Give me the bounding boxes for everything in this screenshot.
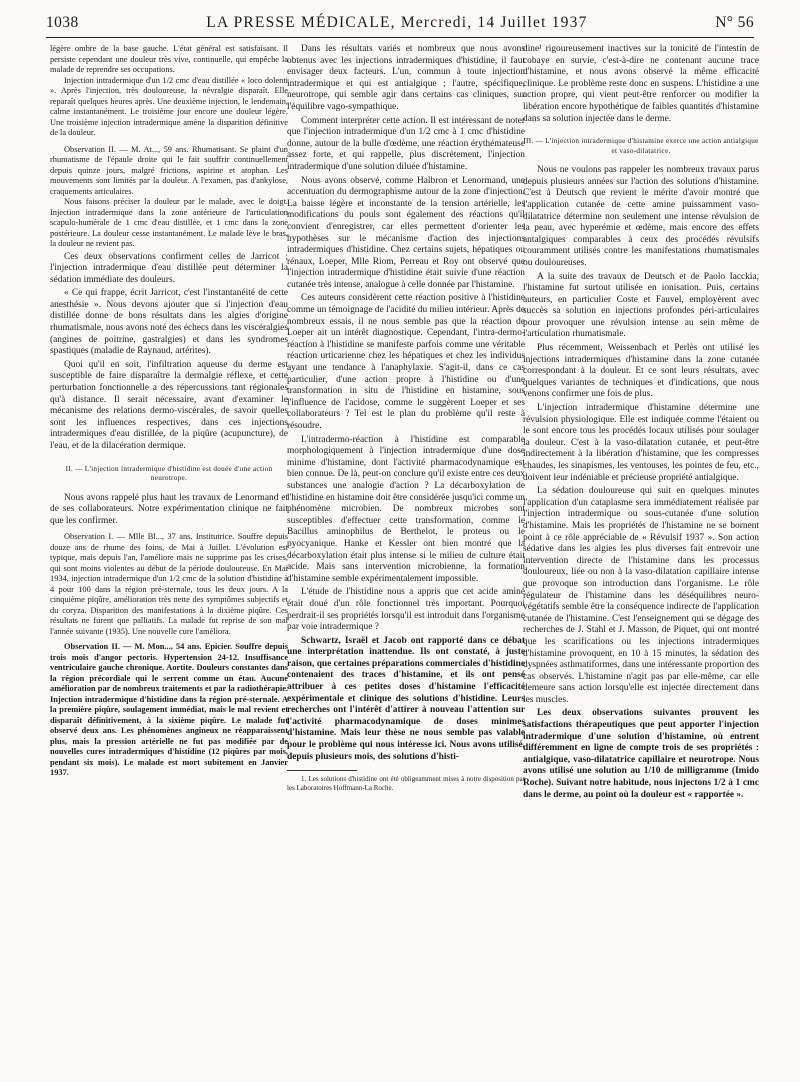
observation-paragraph: Observation II. — M. Mon..., 54 ans. Epicier. Souffre depuis trois mois d'angor pectoris. Hypertension 24-12. Insuffisance ventriculaire gauche chronique. Aortite. Douleurs constantes dans la région précordiale qui le serrent comme un étau. Aucune amélioration par de nombreux traitements et par la radiothérapie. Injection intradermique d'histidine dans la région pré-sternale. A la première piqûre, soulagement immédiat, mais le mal revient et disparaît définitivement, à la sixième piqûre. Le malade fut observé deux ans. Les phénomènes angineux ne réapparaissent plus, mais la pression artérielle ne fut pas modifiée par de nouvelles cures intradermiques d'histidine (12 piqûres par mois, pendant six mois). Le malade est mort subitement en Janvier 1937.: [50, 642, 288, 778]
paragraph: Ces auteurs considèrent cette réaction positive à l'histidine comme un témoignage de l'acidité du milieu intérieur. Après de nombreux essais, il ne nous semble pas que la réaction de Loeper ait un intérêt diagnostique. Cependant, l'intra-dermo-réaction à l'histidine se manifeste parfois comme une véritable réaction urticarienne chez les hépatiques et chez les individus ayant une tendance à l'anaphylaxie. S'agit-il, dans ce cas particulier, d'une action propre à l'histidine ou d'une transformation in situ de l'histidine en histamine, sous l'influence de l'acidose, comme le suggèrent Loeper et ses collaborateurs ? Tel est le plan du problème qu'il reste à résoudre.: [287, 293, 525, 431]
paragraph: légère ombre de la base gauche. L'état général est satisfaisant. Il persiste cependant une douleur très vive, continuelle, qui empêche la malade de reprendre ses occupations.: [50, 44, 288, 74]
paragraph: Nous faisons préciser la douleur par le malade, avec le doigt. Injection intradermique dans la zone antérieure de l'articulation scapulo-humérale de 1 cmc d'eau distillée, et 1 cmc dans la zone postérieure. La douleur cesse instantanément. Le malade lève le bras, la douleur ne revient pas.: [50, 197, 288, 248]
paragraph: Ces deux observations confirment celles de Jarricot ; l'injection intradermique d'eau distillée peut déterminer la sédation immédiate des douleurs.: [50, 251, 288, 285]
paragraph: Nous ne voulons pas rappeler les nombreux travaux parus depuis plusieurs années sur l'action des solutions d'histamine. C'est à Deutsch que revient le mérite d'avoir montré que l'application cutanée de cette amine puissamment vaso-dilatatrice détermine non seulement une intense révulsion de la peau, avec hyperémie et œdème, mais encore des effets antalgiques comparables à ceux des procédés révulsifs couramment utilisés contre les manifestations rhumatismales ou douloureuses.: [523, 165, 759, 268]
paragraph: « Ce qui frappe, écrit Jarricot, c'est l'instantanéité de cette anesthésie ». Nous devons ajouter que si l'injection d'eau distillée donne de bons résultats dans les algies d'origine rhumatismale, nous avons noté des échecs dans les viscéralgies (angines de poitrine, gastralgies) et dans les syndromes spastiques (maladie de Raynaud, artérites).: [50, 288, 288, 357]
column-2: [287, 44, 525, 1076]
paragraph: L'injection intradermique d'histamine détermine une révulsion physiologique. Elle est indiquée comme l'étaient ou le sont encore tous les procédés locaux utilisés pour soulager la douleur. C'est à la vaso-dilatation cutanée, et peut-être indirectement à la libération d'histamine, que les compresses chaudes, les sinapismes, les ventouses, les pointes de feu, etc., doivent leur indéniable et précieuse propriété antialgique.: [523, 403, 759, 483]
paragraph: La sédation douloureuse qui suit en quelques minutes l'application d'un cataplasme sera immédiatement réalisée par l'injection intradermique ou sous-cutanée d'une solution d'histamine. Mais les propriétés de l'histamine ne se bornent point à ce rôle appréciable de « Révulsif 1937 ». Son action sédative dans les algies les plus diverses fait entrevoir une intervention directe de l'histamine dans les processus douloureux, liée ou non à la vaso-dilatation capillaire intense que provoque son introduction dans l'organisme. Le rôle régulateur de l'histamine dans les déséquilibres neuro-végétatifs semble être la conséquence indirecte de l'application cutanée de l'histamine. C'est l'enseignement qui se dégage des recherches de J. Stahl et J. Masson, de Piquet, qui ont montré que les scarifications ou les injections intradermiques d'histamine provoquent, en 10 à 15 minutes, la sédation des dyspnées asthmatiformes, dans une intéressante proportion des cas observés. L'histamine n'agit pas par elle-même, car elle demeure sans action lorsqu'elle est injectée directement dans les muscles.: [523, 486, 759, 705]
page-number: 1038: [46, 14, 79, 31]
paragraph: dine¹ rigoureusement inactives sur la tonicité de l'intestin de cobaye en survie, c'est-à-dire ne contenant aucune trace d'histamine, et nous avons observé la même efficacité clinique. Le problème reste donc en suspens. L'histidine a une action propre, qui vient peut-être renforcer ou modifier la libération encore hypothétique de faibles quantités d'histamine dans sa solution injectée dans le derme.: [523, 44, 759, 124]
journal-title: [206, 14, 587, 32]
observation-paragraph: Observation I. — Mlle Bl..., 37 ans. Institutrice. Souffre depuis douze ans de rhume des foins, de Mai à Juillet. L'évolution est typique, mais depuis l'an, l'améliore mais ne supprime pas les crises, qui sont moins violentes au début de la période douloureuse. En Mai 1934, injection intradermique d'un 1/2 cmc de la solution d'histidine à 4 pour 100 dans la région pré-sternale, tous les deux jours. A la cinquième piqûre, amélioration très nette des symptômes subjectifs et du coryza. Disparition des manifestations à la dixième piqûre. Ces résultats ne furent que palliatifs. La malade fut reprise de son mal l'année suivante (1935). Une nouvelle cure l'améliora.: [50, 532, 288, 636]
paragraph: Plus récemment, Weissenbach et Perlès ont utilisé les injections intradermiques d'histamine dans la zone cutanée correspondant à la douleur. Et ce sont leurs résultats, avec quelques variantes de techniques et d'indications, que nous venons confirmer une fois de plus.: [523, 343, 759, 400]
journal-name: LA PRESSE MÉDICALE,: [206, 14, 396, 31]
section-heading: III. — L'injection intradermique d'histamine exerce une action antialgique et vaso-dilatatrice.: [523, 137, 759, 155]
header-rule: [46, 37, 754, 38]
paragraph: Les deux observations suivantes prouvent les satisfactions thérapeutiques que peut apporter l'injection intradermique d'une solution d'histamine, où entrent différemment en ligne de compte trois de ses propriétés : antialgique, vaso-dilatatrice capillaire et neurotrope. Nous avons utilisé une solution au 1/10 de milligramme (Imido Roche). Suivant notre habitude, nous injectons 1/2 à 1 cmc dans le derme, au point où la douleur est « rapportée ».: [523, 708, 759, 800]
paragraph: A la suite des travaux de Deutsch et de Paolo Iacckia, l'histamine fut surtout utilisée en ionisation. Puis, certains auteurs, en particulier Coste et Fauvel, employèrent avec succès sa solution en injections profondes péri-articulaires pour provoquer une révulsion intense au sein même de l'articulation rhumatismale.: [523, 271, 759, 340]
paragraph: Nous avons rappelé plus haut les travaux de Lenormand et de ses collaborateurs. Notre expérimentation clinique ne fait que les confirmer.: [50, 492, 288, 526]
paragraph: L'intradermo-réaction à l'histidine est comparable morphologiquement à l'injection intradermique d'une dose minime d'histamine, dont l'activité pharmacodynamique est bien connue. De là, peut-on conclure qu'il existe entre ces deux substances une analogie d'action ? La décarboxylation de l'histidine en histamine doit être considérée jusqu'ici comme un phénomène microbien. De nombreux microbes sont susceptibles d'effectuer cette transformation, comme le Bacillus aminophilus de Berthelot, le proteus ou le pyocyanique. Hanke et Kessler ont bien montré que la décarboxylation était plus intense si le milieu de culture était acide. Mais sans intervention microbienne, la formation d'histamine semble expérimentalement impossible.: [287, 434, 525, 584]
section-heading: II. — L'injection intradermique d'histidine est douée d'une action neurotrope.: [65, 464, 273, 483]
footnote-separator: [287, 770, 357, 771]
paragraph: Comment interpréter cette action. Il est intéressant de noter que l'injection intradermique d'un 1/2 cmc à 1 cmc d'histidine donne, autour de la bulle d'œdème, une réaction érythémateuse assez forte, et qui rappelle, plus discrètement, l'injection intradermique d'une solution diluée d'histamine.: [287, 115, 525, 172]
paragraph: L'étude de l'histidine nous a appris que cet acide aminé était doué d'un rôle fonctionnel très important. Pourquoi perdrait-il ses propriétés lorsqu'il est introduit dans l'organisme par voie intradermique ?: [287, 587, 525, 633]
column-1: [50, 44, 288, 1076]
page-header: [46, 14, 754, 36]
issue-date: Mercredi, 14 Juillet 1937: [400, 14, 588, 31]
observation-paragraph: Observation II. — M. At..., 59 ans. Rhumatisant. Se plaint d'un rhumatisme de l'épaule droite qui le fait souffrir continuellement depuis quinze jours, malgré frictions, aspirine et atophan. Les mouvements sont limités par la douleur. A l'examen, pas d'ankylose, craquements articulaires.: [50, 144, 288, 196]
issue-number: N° 56: [715, 14, 754, 31]
paragraph: Injection intradermique d'un 1/2 cmc d'eau distillée « loco dolenti ». Après l'injection, très douloureuse, la névralgie disparaît. Elle reparaît quelques heures après. Une deuxième injection, le lendemain, calme instantanément. Le troisième jour encore une douleur légère. Une troisième injection intradermique amène la disparition définitive de la douleur.: [50, 75, 288, 137]
paragraph: Schwartz, Israël et Jacob ont rapporté dans ce débat une interprétation inattendue. Ils ont constaté, à juste raison, que certaines préparations commerciales d'histidine contenaient des traces d'histamine, et ils ont pensé attribuer à ces petites doses d'histamine l'efficacité expérimentale et clinique des solutions d'histidine. Leurs recherches ont l'intérêt d'attirer à nouveau l'attention sur l'activité pharmacodynamique de doses minimes d'histamine. Mais leur thèse ne nous semble pas valable pour le problème qui nous intéresse ici. Nous avons utilisé, depuis plusieurs mois, des solutions d'histi-: [287, 635, 525, 762]
paragraph: Nous avons observé, comme Halbron et Lenormand, une accentuation du dermographisme autour de la zone d'injection. La baisse légère et inconstante de la tension artérielle, les modifications du pouls sont également des réactions qu'il convient d'enregistrer, car elles permettent d'orienter les hypothèses sur le mécanisme d'action des injections intradermiques d'histidine. Chez certains sujets, hépatiques ou rénaux, Loeper, Mlle Riom, Perreau et Roy ont observé que l'injection intradermique d'histidine était suivie d'une réaction cutanée très intense, analogue à celle donnée par l'histamine.: [287, 175, 525, 290]
column-3: [523, 44, 759, 1076]
footnote: 1. Les solutions d'histidine ont été obligeamment mises à notre disposition par les Laboratoires Hoffmann-La Roche.: [287, 775, 525, 793]
paragraph: Dans les résultats variés et nombreux que nous avons obtenus avec les injections intradermiques d'histidine, il faut envisager deux facteurs. L'un, commun à toute injection intradermique et qui est antialgique ; l'autre, spécifique, neurotrope, qui semble agir dans certains cas cliniques, sur l'équilibre vago-sympathique.: [287, 44, 525, 112]
paragraph: Quoi qu'il en soit, l'infiltration aqueuse du derme est susceptible de faire disparaître la dermalgie réflexe, et cette perturbation fonctionnelle a des répercussions tant régionales qu'à distance. Il serait nécessaire, avant d'examiner le mécanisme des relations dermo-viscérales, de savoir quelles sont les influences respectives, dans ces injections intradermiques d'eau distillée, de la piqûre (acupuncture), de l'eau, et de la dilacération dermique.: [50, 359, 288, 451]
